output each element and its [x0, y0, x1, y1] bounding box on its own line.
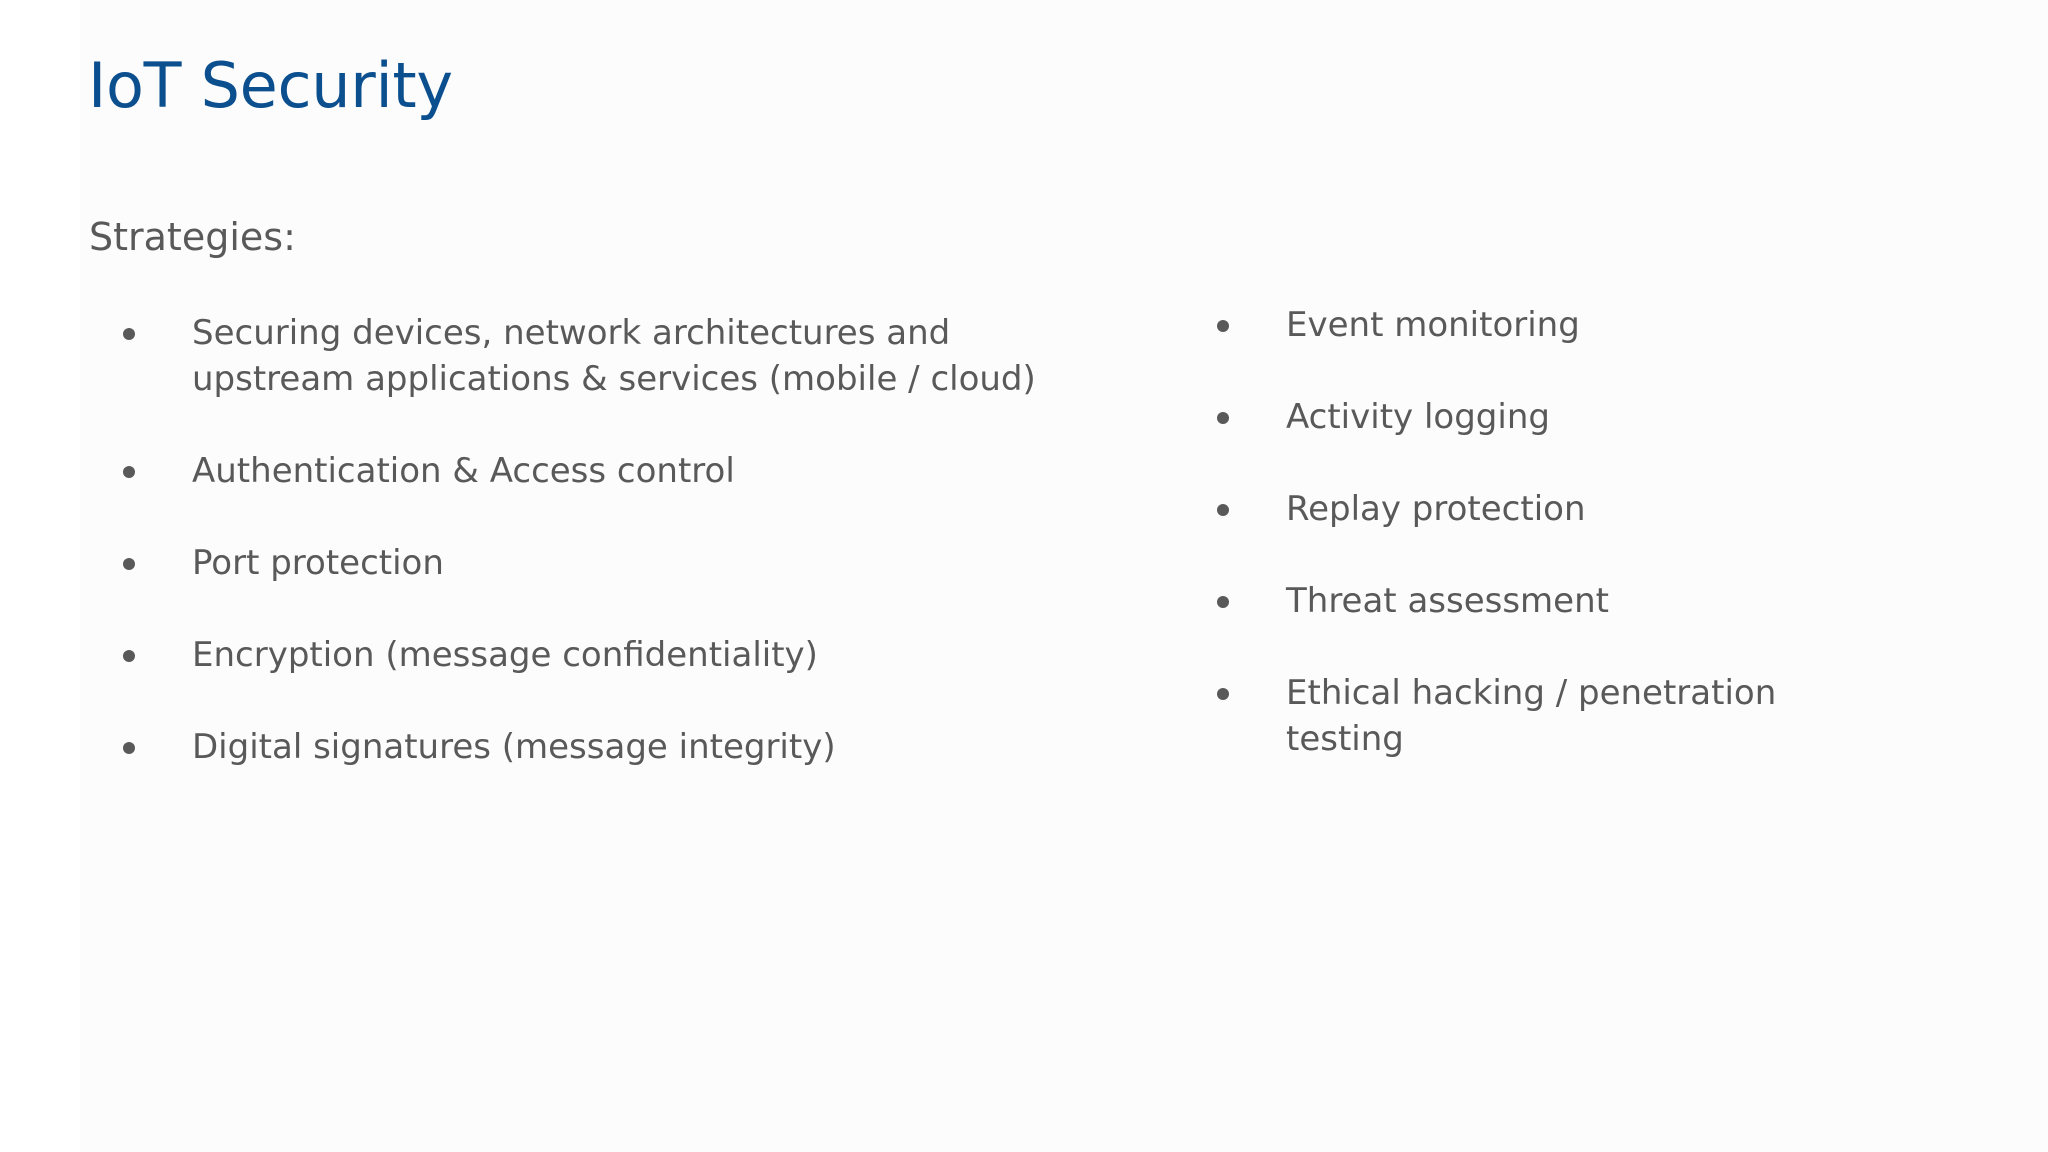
list-item [1214, 578, 1834, 624]
list-item [1214, 670, 1834, 762]
slide-title: IoT Security [88, 49, 453, 122]
list-item [120, 310, 1110, 402]
list-item [120, 724, 1110, 770]
list-item-label: Port protection [192, 543, 444, 583]
list-item-label: Activity logging [1286, 397, 1550, 437]
bullet-icon [1217, 596, 1229, 608]
list-item-label: Digital signatures (message integrity) [192, 727, 836, 767]
list-item-label: Authentication & Access control [192, 451, 735, 491]
right-bullet-list [1214, 302, 1834, 808]
strategies-heading: Strategies: [89, 215, 296, 259]
list-item-label: Securing devices, network architectures and upstream applications & services (mobile / cloud) [192, 313, 1036, 399]
bullet-icon [1217, 688, 1229, 700]
list-item-label: Replay protection [1286, 489, 1586, 529]
list-item [1214, 486, 1834, 532]
bullet-icon [1217, 504, 1229, 516]
left-bullet-list [120, 310, 1110, 816]
list-item-label: Encryption (message confidentiality) [192, 635, 818, 675]
bullet-icon [123, 328, 135, 340]
list-item [1214, 302, 1834, 348]
bullet-icon [1217, 320, 1229, 332]
list-item [120, 448, 1110, 494]
bullet-icon [1217, 412, 1229, 424]
list-item-label: Threat assessment [1286, 581, 1609, 621]
bullet-icon [123, 650, 135, 662]
bullet-icon [123, 558, 135, 570]
bullet-icon [123, 742, 135, 754]
list-item [1214, 394, 1834, 440]
list-item-label: Event monitoring [1286, 305, 1580, 345]
list-item [120, 632, 1110, 678]
bullet-icon [123, 466, 135, 478]
list-item-label: Ethical hacking / penetration testing [1286, 673, 1777, 759]
list-item [120, 540, 1110, 586]
